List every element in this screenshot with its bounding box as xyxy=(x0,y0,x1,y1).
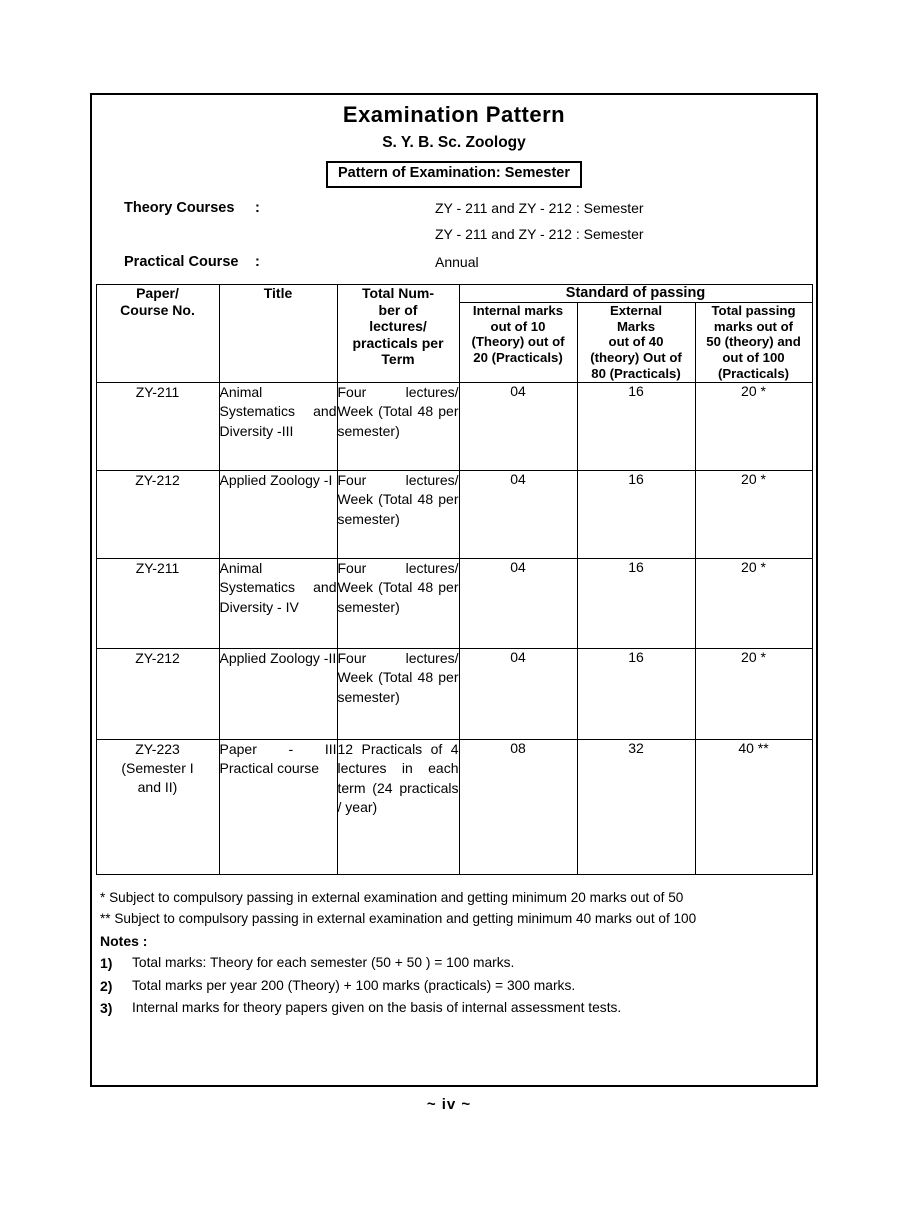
header-internal-marks xyxy=(459,302,577,382)
header-total-passing-marks xyxy=(695,302,812,382)
theory-courses-value-1: ZY - 211 and ZY - 212 : Semester xyxy=(435,200,644,217)
header-external-line4: (theory) Out of xyxy=(590,350,682,366)
page-number-footer: ~ iv ~ xyxy=(426,1096,472,1113)
cell-internal-marks: 04 xyxy=(459,382,577,470)
pattern-of-examination-box: Pattern of Examination: Semester xyxy=(326,161,582,188)
table-row xyxy=(96,648,812,739)
header-internal-line3: (Theory) out of xyxy=(471,334,565,350)
cell-external-marks: 16 xyxy=(577,648,695,739)
note-number: 2) xyxy=(100,977,113,994)
note-text: Internal marks for theory papers given on the basis of internal assessment tests. xyxy=(132,1000,622,1016)
practical-course-value: Annual xyxy=(435,254,479,271)
practical-course-label: Practical Course xyxy=(124,254,239,271)
page-subtitle: S. Y. B. Sc. Zoology xyxy=(382,134,526,152)
cell-internal-marks: 04 xyxy=(459,470,577,558)
cell-total-passing: 40 ** xyxy=(695,739,812,874)
course-meta-block xyxy=(92,200,816,278)
cell-lectures: Four lectures/ Week (Total 48 per semester) xyxy=(337,558,459,648)
note-text: Total marks per year 200 (Theory) + 100 marks (practicals) = 300 marks. xyxy=(132,977,576,993)
cell-total-passing: 20 * xyxy=(695,382,812,470)
cell-internal-marks: 04 xyxy=(459,558,577,648)
note-item xyxy=(100,997,806,1020)
cell-code-line2: (Semester I xyxy=(121,759,194,776)
cell-lectures: 12 Practicals of 4 lectures in each term (24 practicals / year) xyxy=(337,739,459,874)
cell-course-code: ZY-211 xyxy=(96,382,219,470)
header-total-line2: ber of xyxy=(378,301,418,318)
table-row xyxy=(96,382,812,470)
table-header-row-1 xyxy=(96,285,812,303)
notes-title: Notes : xyxy=(100,933,148,950)
note-item xyxy=(100,975,806,998)
header-standard-of-passing: Standard of passing xyxy=(459,285,812,303)
theory-courses-value-2: ZY - 211 and ZY - 212 : Semester xyxy=(435,226,644,243)
header-external-line3: out of 40 xyxy=(608,334,664,350)
header-external-line1: External xyxy=(609,302,663,318)
practical-course-colon: : xyxy=(255,254,260,271)
theory-courses-colon: : xyxy=(255,200,260,217)
footnote-single-star: * Subject to compulsory passing in external examination and getting minimum 20 marks out of 50 xyxy=(100,889,684,905)
cell-course-code: ZY-212 xyxy=(96,470,219,558)
cell-internal-marks: 04 xyxy=(459,648,577,739)
cell-external-marks: 32 xyxy=(577,739,695,874)
cell-lectures: Four lectures/ Week (Total 48 per semester) xyxy=(337,470,459,558)
header-passing-line1: Total passing xyxy=(711,302,796,318)
cell-external-marks: 16 xyxy=(577,470,695,558)
header-total-line1: Total Num- xyxy=(361,285,435,302)
note-text: Total marks: Theory for each semester (50 + 50 ) = 100 marks. xyxy=(132,955,515,971)
note-item xyxy=(100,952,806,975)
header-external-line5: 80 (Practicals) xyxy=(591,366,681,382)
header-total-line4: practicals per xyxy=(352,334,444,351)
cell-external-marks: 16 xyxy=(577,558,695,648)
pattern-box-container xyxy=(92,161,816,188)
cell-course-code xyxy=(96,739,219,874)
header-paper-course-no xyxy=(96,285,219,383)
table-row xyxy=(96,739,812,874)
header-total-line5: Term xyxy=(381,351,415,368)
header-internal-line4: 20 (Practicals) xyxy=(473,350,563,366)
note-number: 3) xyxy=(100,1000,113,1017)
cell-course-code: ZY-212 xyxy=(96,648,219,739)
cell-title: Applied Zoology -I xyxy=(219,470,337,558)
header-total-line3: lectures/ xyxy=(369,318,427,335)
header-internal-line1: Internal marks xyxy=(472,302,564,318)
cell-lectures: Four lectures/ Week (Total 48 per semester) xyxy=(337,382,459,470)
cell-total-passing: 20 * xyxy=(695,558,812,648)
table-row xyxy=(96,558,812,648)
cell-title: Paper - III Practical course xyxy=(219,739,337,874)
cell-total-passing: 20 * xyxy=(695,648,812,739)
cell-code-line1: ZY-223 xyxy=(135,740,180,757)
cell-lectures: Four lectures/ Week (Total 48 per semester) xyxy=(337,648,459,739)
header-passing-line3: 50 (theory) and xyxy=(706,334,801,350)
note-number: 1) xyxy=(100,955,113,972)
header-passing-line5: (Practicals) xyxy=(717,366,790,382)
page-title: Examination Pattern xyxy=(342,102,566,127)
cell-total-passing: 20 * xyxy=(695,470,812,558)
header-title: Title xyxy=(219,285,337,383)
header-passing-line4: out of 100 xyxy=(722,350,785,366)
header-passing-line2: marks out of xyxy=(713,318,794,334)
theory-courses-label: Theory Courses xyxy=(124,200,235,217)
examination-pattern-table xyxy=(96,284,813,875)
header-paper-line1: Paper/ xyxy=(136,285,179,302)
cell-internal-marks: 08 xyxy=(459,739,577,874)
header-paper-line2: Course No. xyxy=(120,301,195,318)
header-external-line2: Marks xyxy=(616,318,656,334)
header-external-marks xyxy=(577,302,695,382)
cell-title: Applied Zoology -II xyxy=(219,648,337,739)
cell-external-marks: 16 xyxy=(577,382,695,470)
footnotes-block xyxy=(100,887,806,1020)
header-internal-line2: out of 10 xyxy=(490,318,546,334)
cell-course-code: ZY-211 xyxy=(96,558,219,648)
document-page-frame xyxy=(90,93,818,1087)
cell-title: Animal Systematics and Diversity - IV xyxy=(219,558,337,648)
cell-code-line3: and II) xyxy=(137,778,178,795)
header-total-number-lectures xyxy=(337,285,459,383)
cell-title: Animal Systematics and Diversity -III xyxy=(219,382,337,470)
table-row xyxy=(96,470,812,558)
footnote-double-star: ** Subject to compulsory passing in external examination and getting minimum 40 marks out of 100 xyxy=(100,911,697,926)
